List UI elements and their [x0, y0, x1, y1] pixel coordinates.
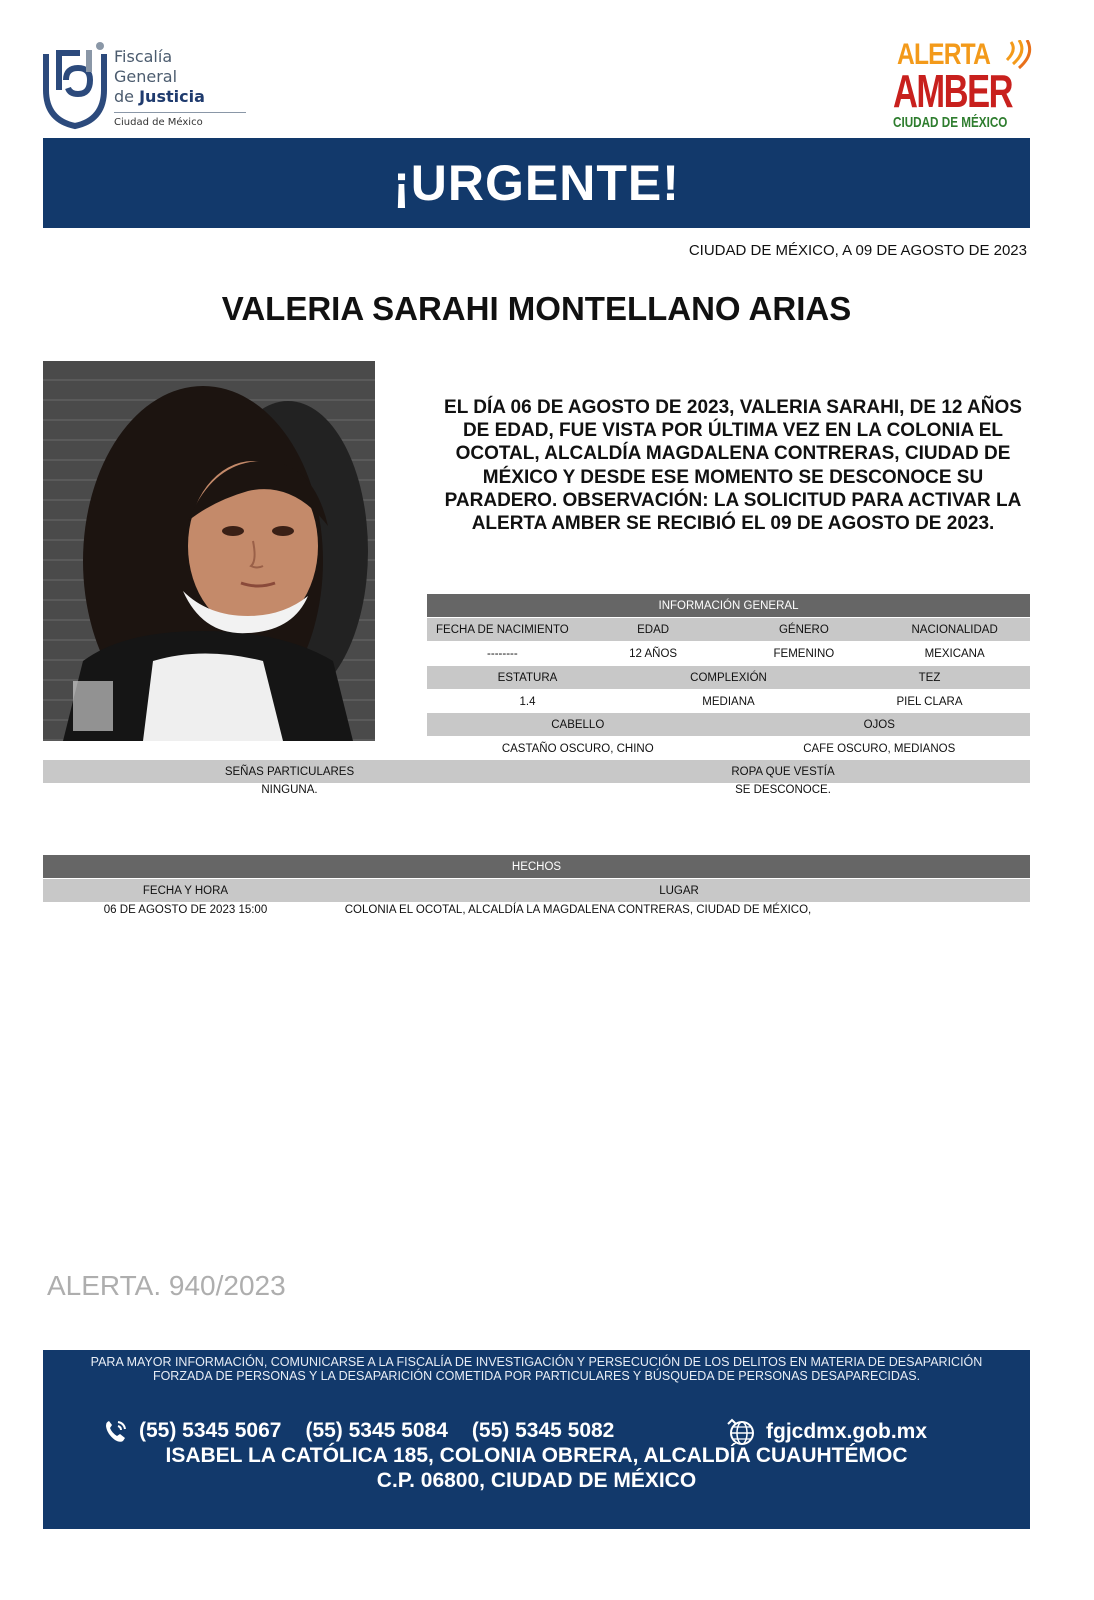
facts-title: HECHOS [511, 860, 562, 873]
agency-name-line1: Fiscalía [114, 47, 173, 66]
fgj-emblem-icon [42, 40, 108, 130]
address-line1: ISABEL LA CATÓLICA 185, COLONIA OBRERA, ALCALDÍA CUAUHTÉMOC [165, 1444, 908, 1467]
agency-subtitle: Ciudad de México [114, 117, 203, 128]
value-date-time: 06 DE AGOSTO DE 2023 15:00 [103, 904, 268, 916]
case-description: EL DÍA 06 DE AGOSTO DE 2023, VALERIA SARAHI, DE 12 AÑOS DE EDAD, FUE VISTA POR ÚLTIMA VEZ EN LA COLONIA EL OCOTAL, ALCALDÍA MAGDALENA CONTRERAS, CIUDAD DE MÉXICO Y DESDE ESE MOMENTO SE DESCONOCE SU PARADERO. OBSERVACIÓN: LA SOLICITUD PARA ACTIVAR LA ALERTA AMBER SE RECIBIÓ EL 09 DE AGOSTO DE 2023. [444, 397, 1022, 535]
agency-divider [114, 112, 246, 113]
fgj-logo [42, 40, 222, 135]
header-hair: CABELLO [551, 718, 605, 731]
info-title-bar [427, 594, 1030, 617]
info-row1-headers [427, 618, 1030, 641]
header-eyes: OJOS [863, 718, 895, 731]
value-age: 12 AÑOS [629, 647, 678, 660]
agency-name-line2: General [114, 67, 178, 86]
value-complexion: PIEL CLARA [896, 695, 963, 708]
urgent-banner [43, 138, 1030, 228]
phone-number-2[interactable]: (55) 5345 5084 [305, 1419, 448, 1442]
agency-name-line3 [114, 87, 205, 107]
header-distinguishing-marks: SEÑAS PARTICULARES [224, 765, 355, 778]
facts-title-bar [43, 855, 1030, 878]
facts-values [43, 900, 1030, 920]
value-nationality: MEXICANA [924, 647, 985, 660]
value-height: 1.4 [519, 695, 536, 708]
alert-number: ALERTA. 940/2023 [47, 1270, 286, 1301]
amber-logo-line1: ALERTA [897, 38, 991, 71]
footer-phones [103, 1418, 638, 1444]
globe-icon [726, 1418, 756, 1446]
phone-number-1[interactable]: (55) 5345 5067 [139, 1419, 282, 1442]
header-height: ESTATURA [497, 671, 558, 684]
header-age: EDAD [637, 623, 670, 636]
info-row3-values [427, 737, 1030, 760]
header-date-time: FECHA Y HORA [142, 884, 229, 897]
footer-note-line2: FORZADA DE PERSONAS Y LA DESAPARICIÓN COMETIDA POR PARTICULARES Y BÚSQUEDA DE PERSONAS DESAPARECIDAS. [152, 1369, 921, 1383]
portrait-illustration [43, 361, 375, 741]
amber-logo-line2: AMBER [893, 65, 1013, 117]
info-row2-values [427, 690, 1030, 713]
amber-logo-line3: CIUDAD DE MÉXICO [893, 114, 1008, 131]
date-line: CIUDAD DE MÉXICO, A 09 DE AGOSTO DE 2023 [688, 242, 1027, 259]
agency-name-bold: Justicia [139, 87, 205, 106]
value-eyes: CAFE OSCURO, MEDIANOS [803, 742, 956, 755]
value-hair: CASTAÑO OSCURO, CHINO [501, 742, 654, 755]
footer-note-line1: PARA MAYOR INFORMACIÓN, COMUNICARSE A LA FISCALÍA DE INVESTIGACIÓN Y PERSECUCIÓN DE LOS DELITOS EN MATERIA DE DESAPARICIÓN [90, 1355, 983, 1369]
website-link[interactable]: fgjcdmx.gob.mx [766, 1420, 928, 1443]
person-name: VALERIA SARAHI MONTELLANO ARIAS [221, 290, 852, 327]
header-complexion: TEZ [918, 671, 941, 684]
info-row1-values [427, 642, 1030, 665]
info-row4-values [43, 780, 1030, 800]
footer-note [43, 1355, 1030, 1383]
phone-number-3[interactable]: (55) 5345 5082 [471, 1419, 615, 1442]
value-clothing: SE DESCONOCE. [735, 784, 831, 796]
info-row3-headers [427, 713, 1030, 736]
phone-icon [103, 1418, 129, 1444]
footer [43, 1350, 1030, 1529]
urgent-title: ¡URGENTE! [393, 155, 680, 211]
header-gender: GÉNERO [778, 623, 829, 636]
header-nationality: NACIONALIDAD [911, 623, 998, 636]
alerta-amber-logo [893, 38, 1035, 134]
header-clothing: ROPA QUE VESTÍA [731, 765, 835, 778]
value-birthdate: -------- [487, 647, 518, 660]
value-gender: FEMENINO [773, 647, 835, 660]
missing-person-photo [43, 361, 375, 741]
value-distinguishing-marks: NINGUNA. [261, 784, 318, 796]
value-build: MEDIANA [702, 695, 755, 708]
value-place: COLONIA EL OCOTAL, ALCALDÍA LA MAGDALENA CONTRERAS, CIUDAD DE MÉXICO, [344, 904, 812, 916]
footer-website [726, 1418, 927, 1446]
header-build: COMPLEXIÓN [690, 671, 767, 684]
info-row2-headers [427, 666, 1030, 689]
header-birthdate: FECHA DE NACIMIENTO [436, 623, 569, 636]
agency-name-prefix: de [114, 87, 134, 106]
facts-headers [43, 879, 1030, 902]
address-line2: C.P. 06800, CIUDAD DE MÉXICO [376, 1469, 697, 1492]
header-place: LUGAR [659, 884, 699, 897]
info-title: INFORMACIÓN GENERAL [658, 599, 799, 612]
